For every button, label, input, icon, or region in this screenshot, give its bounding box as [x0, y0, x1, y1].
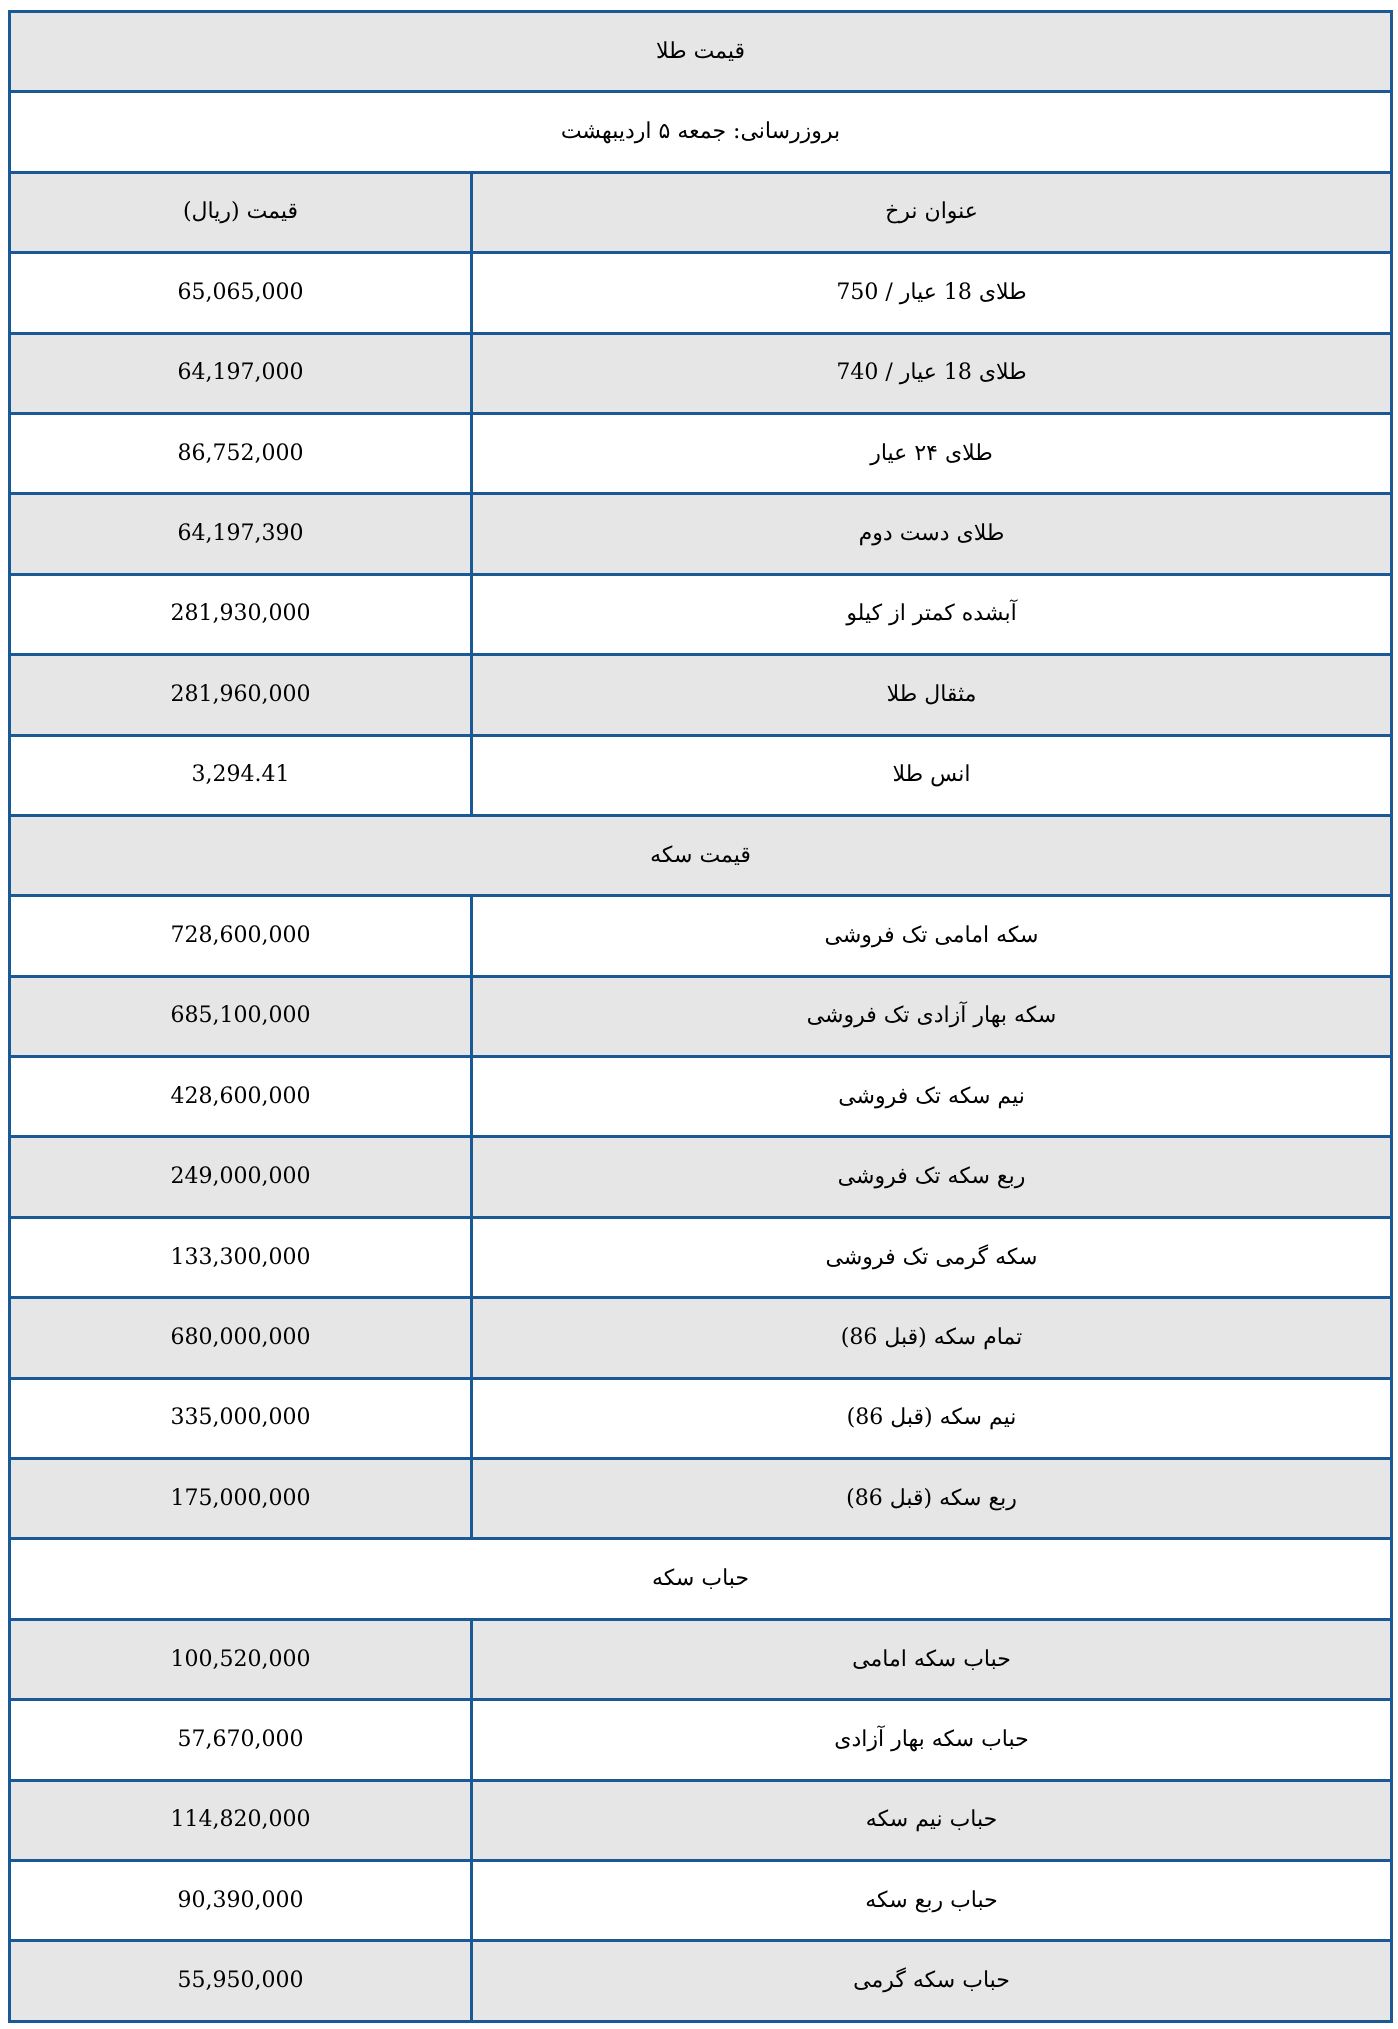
gold-section-header-row: [10, 12, 1392, 92]
bubble-row: [10, 1700, 1392, 1780]
price-table: [8, 10, 1393, 2023]
rate-price: 685,100,000: [10, 976, 472, 1056]
coin-row: [10, 1298, 1392, 1378]
rate-title: طلای دست دوم: [472, 494, 1392, 574]
rate-title: حباب سکه امامی: [472, 1619, 1392, 1699]
gold-section-title: قیمت طلا: [10, 12, 1392, 92]
rate-title: ربع سکه (قبل 86): [472, 1459, 1392, 1539]
gold-row: [10, 253, 1392, 333]
rate-price: 55,950,000: [10, 1941, 472, 2021]
column-header-title: عنوان نرخ: [472, 172, 1392, 252]
gold-row: [10, 735, 1392, 815]
rate-title: آبشده کمتر از کیلو: [472, 574, 1392, 654]
coin-section-header-row: [10, 815, 1392, 895]
gold-row: [10, 574, 1392, 654]
rate-title: نیم سکه (قبل 86): [472, 1378, 1392, 1458]
rate-price: 86,752,000: [10, 413, 472, 493]
rate-title: نیم سکه تک فروشی: [472, 1057, 1392, 1137]
rate-price: 64,197,390: [10, 494, 472, 574]
rate-price: 428,600,000: [10, 1057, 472, 1137]
rate-title: طلای 18 عیار / 750: [472, 253, 1392, 333]
rate-title: تمام سکه (قبل 86): [472, 1298, 1392, 1378]
rate-title: حباب سکه بهار آزادی: [472, 1700, 1392, 1780]
rate-price: 249,000,000: [10, 1137, 472, 1217]
coin-row: [10, 1057, 1392, 1137]
coin-row: [10, 1459, 1392, 1539]
rate-price: 64,197,000: [10, 333, 472, 413]
bubble-row: [10, 1860, 1392, 1940]
column-header-row: [10, 172, 1392, 252]
rate-title: حباب ربع سکه: [472, 1860, 1392, 1940]
rate-title: طلای ۲۴ عیار: [472, 413, 1392, 493]
update-row: [10, 92, 1392, 172]
gold-row: [10, 655, 1392, 735]
rate-price: 100,520,000: [10, 1619, 472, 1699]
rate-title: سکه گرمی تک فروشی: [472, 1217, 1392, 1297]
rate-title: طلای 18 عیار / 740: [472, 333, 1392, 413]
rate-title: ربع سکه تک فروشی: [472, 1137, 1392, 1217]
rate-price: 133,300,000: [10, 1217, 472, 1297]
coin-row: [10, 1378, 1392, 1458]
rate-title: سکه بهار آزادی تک فروشی: [472, 976, 1392, 1056]
coin-row: [10, 976, 1392, 1056]
rate-price: 114,820,000: [10, 1780, 472, 1860]
gold-row: [10, 413, 1392, 493]
rate-price: 728,600,000: [10, 896, 472, 976]
gold-row: [10, 494, 1392, 574]
rate-price: 3,294.41: [10, 735, 472, 815]
bubble-row: [10, 1619, 1392, 1699]
rate-price: 281,960,000: [10, 655, 472, 735]
coin-section-title: قیمت سکه: [10, 815, 1392, 895]
rate-title: مثقال طلا: [472, 655, 1392, 735]
column-header-price: قیمت (ریال): [10, 172, 472, 252]
rate-title: انس طلا: [472, 735, 1392, 815]
gold-row: [10, 333, 1392, 413]
rate-price: 90,390,000: [10, 1860, 472, 1940]
bubble-row: [10, 1780, 1392, 1860]
coin-row: [10, 896, 1392, 976]
update-label: بروزرسانی: جمعه ۵ اردیبهشت: [10, 92, 1392, 172]
rate-price: 57,670,000: [10, 1700, 472, 1780]
rate-title: حباب نیم سکه: [472, 1780, 1392, 1860]
coin-row: [10, 1217, 1392, 1297]
rate-price: 281,930,000: [10, 574, 472, 654]
coin-row: [10, 1137, 1392, 1217]
rate-price: 680,000,000: [10, 1298, 472, 1378]
bubble-row: [10, 1941, 1392, 2021]
rate-price: 335,000,000: [10, 1378, 472, 1458]
bubble-section-header-row: [10, 1539, 1392, 1619]
rate-price: 65,065,000: [10, 253, 472, 333]
rate-title: حباب سکه گرمی: [472, 1941, 1392, 2021]
rate-price: 175,000,000: [10, 1459, 472, 1539]
rate-title: سکه امامی تک فروشی: [472, 896, 1392, 976]
bubble-section-title: حباب سکه: [10, 1539, 1392, 1619]
